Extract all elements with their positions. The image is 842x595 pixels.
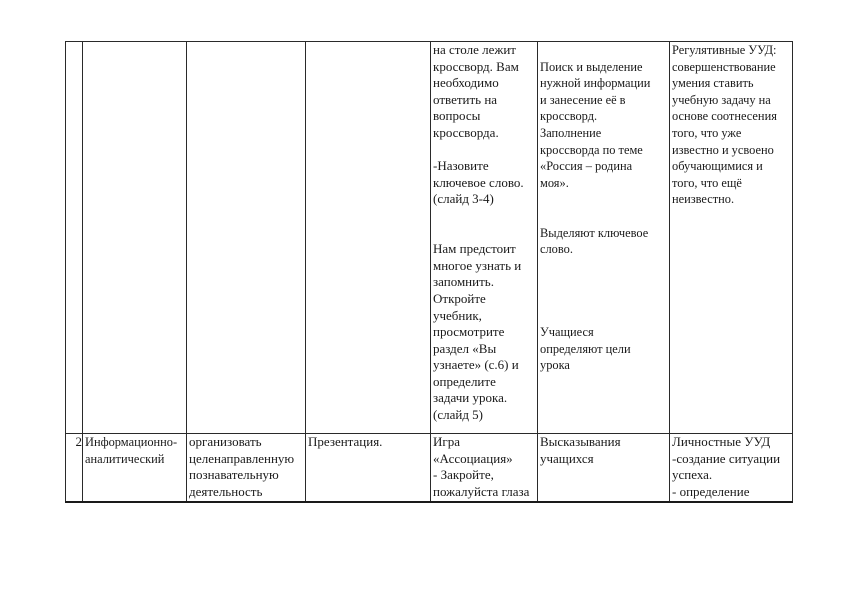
student-activity-cell: Высказывания учащихся	[538, 434, 670, 503]
student-activity-cell: Поиск и выделение нужной информации и занесение её в кроссворд. Заполнение кроссворда по теме «Россия – родина моя». Выделяют ключевое слово. Учащиеся определяют цели урока	[538, 42, 670, 434]
lesson-plan-table	[65, 41, 793, 503]
row-number-cell: 2	[66, 434, 83, 503]
uud-cell: Регулятивные УУД: совершенствование умения ставить учебную задачу на основе соотнесения того, что уже известно и усвоено обучающимися и того, что ещё неизвестно.	[670, 42, 793, 434]
row-number-cell	[66, 42, 83, 434]
table-row	[66, 434, 793, 503]
teacher-activity-cell: Игра «Ассоциация» - Закройте, пожалуйста глаза	[431, 434, 538, 503]
goal-cell	[187, 42, 306, 434]
stage-cell: Информационно- аналитический	[83, 434, 187, 503]
stage-cell	[83, 42, 187, 434]
teacher-activity-cell: на столе лежит кроссворд. Вам необходимо ответить на вопросы кроссворда. -Назовите ключевое слово. (слайд 3-4) Нам предстоит многое узнать и запомнить. Откройте учебник, просмотрите раздел «Вы узнаете» (с.6) и определите задачи урока. (слайд 5)	[431, 42, 538, 434]
uud-cell: Личностные УУД -создание ситуации успеха. - определение	[670, 434, 793, 503]
methods-cell	[306, 42, 431, 434]
table-row	[66, 42, 793, 434]
goal-cell: организовать целенаправленную познавательную деятельность	[187, 434, 306, 503]
methods-cell: Презентация.	[306, 434, 431, 503]
